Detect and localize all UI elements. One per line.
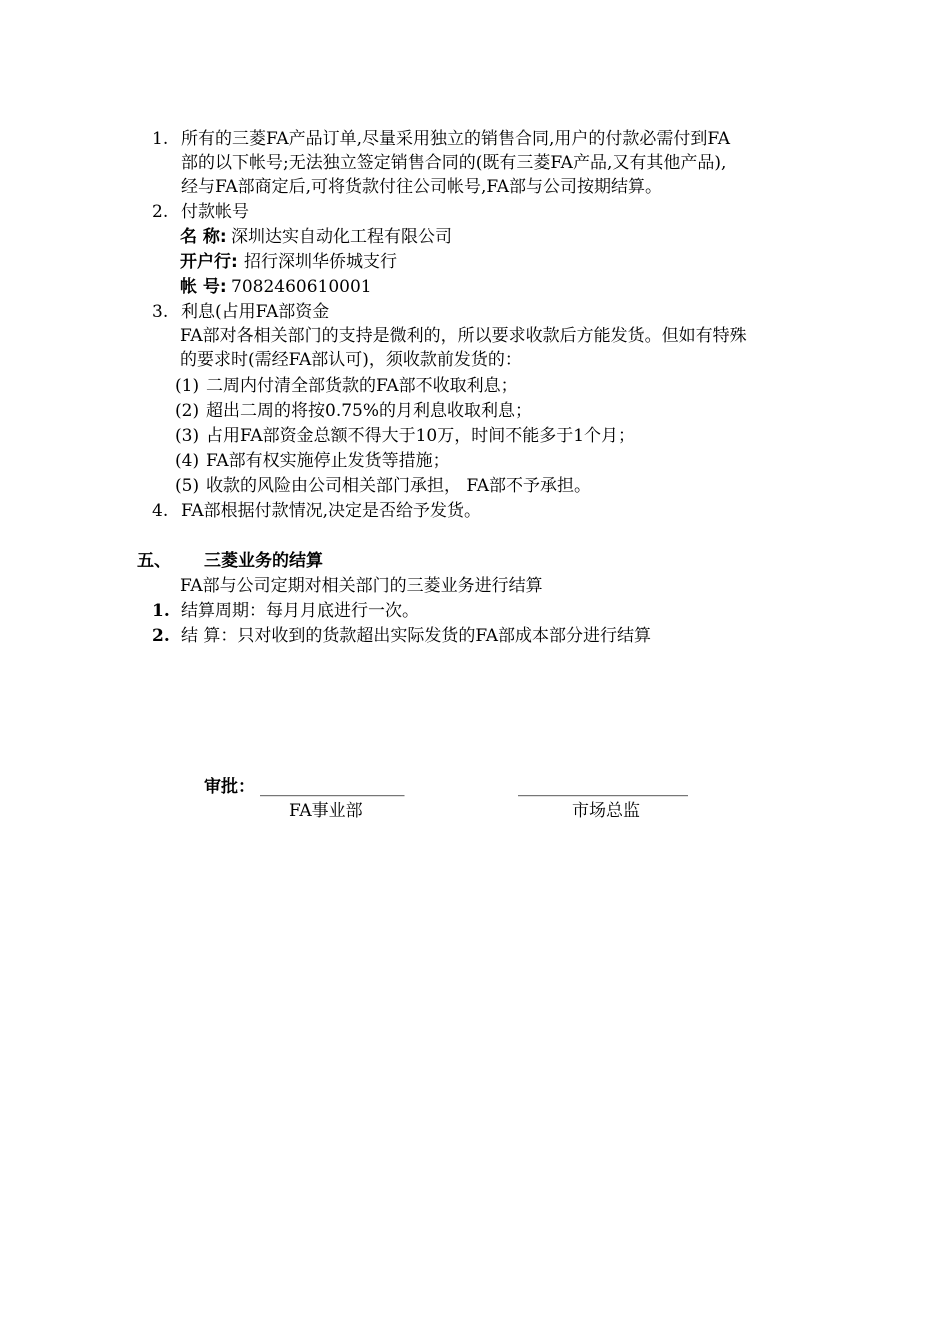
sublist-item: 占用FA部资金总额不得大于10万，时间不能多于1个月； xyxy=(206,426,636,446)
sublist-number: (5) xyxy=(175,476,200,496)
field-label: 名 称: xyxy=(180,227,227,247)
sublist-number: (2) xyxy=(175,401,200,421)
sublist-number: (3) xyxy=(175,426,200,446)
list-number: 3. xyxy=(152,302,169,322)
paragraph-line: FA部与公司定期对相关部门的三菱业务进行结算 xyxy=(180,576,543,596)
field-value: 深圳达实自动化工程有限公司 xyxy=(231,227,452,247)
paragraph-line: 经与FA部商定后,可将货款付往公司帐号,FA部与公司按期结算。 xyxy=(181,177,662,197)
list-item: 结 算：只对收到的货款超出实际发货的FA部成本部分进行结算 xyxy=(181,626,651,646)
section-title: 三菱业务的结算 xyxy=(204,551,323,571)
field-value: 招行深圳华侨城支行 xyxy=(244,252,397,272)
paragraph-line: FA部对各相关部门的支持是微利的，所以要求收款后方能发货。但如有特殊 xyxy=(180,326,747,346)
signature-line-fa: _________________ xyxy=(260,777,405,797)
list-number: 2. xyxy=(152,626,170,646)
list-number: 4. xyxy=(152,501,169,521)
paragraph-line: FA部根据付款情况,决定是否给予发货。 xyxy=(181,501,481,521)
list-number: 2. xyxy=(152,202,169,222)
paragraph-line: 的要求时(需经FA部认可)，须收款前发货的： xyxy=(180,350,522,370)
sublist-item: 二周内付清全部货款的FA部不收取利息； xyxy=(206,376,518,396)
sublist-number: (1) xyxy=(175,376,200,396)
field-value: 7082460610001 xyxy=(231,277,372,297)
sublist-item: FA部有权实施停止发货等措施； xyxy=(206,451,450,471)
section-heading: 利息(占用FA部资金 xyxy=(181,302,330,322)
list-number: 1. xyxy=(152,601,170,621)
section-heading: 付款帐号 xyxy=(181,202,249,222)
signature-caption-market: 市场总监 xyxy=(572,801,640,821)
sublist-item: 超出二周的将按0.75%的月利息收取利息； xyxy=(206,401,533,421)
paragraph-line: 所有的三菱FA产品订单,尽量采用独立的销售合同,用户的付款必需付到FA xyxy=(181,129,730,149)
field-label: 开户行: xyxy=(180,252,238,272)
signature-line-market: ____________________ xyxy=(518,777,688,797)
sublist-item: 收款的风险由公司相关部门承担， FA部不予承担。 xyxy=(206,476,591,496)
sublist-number: (4) xyxy=(175,451,200,471)
list-item: 结算周期：每月月底进行一次。 xyxy=(181,601,419,621)
paragraph-line: 部的以下帐号;无法独立签定销售合同的(既有三菱FA产品,又有其他产品), xyxy=(181,153,727,173)
section-number: 五、 xyxy=(137,551,171,571)
approval-label: 审批： xyxy=(204,777,255,797)
signature-caption-fa: FA事业部 xyxy=(289,801,363,821)
list-number: 1. xyxy=(152,129,169,149)
field-label: 帐 号: xyxy=(180,277,227,297)
